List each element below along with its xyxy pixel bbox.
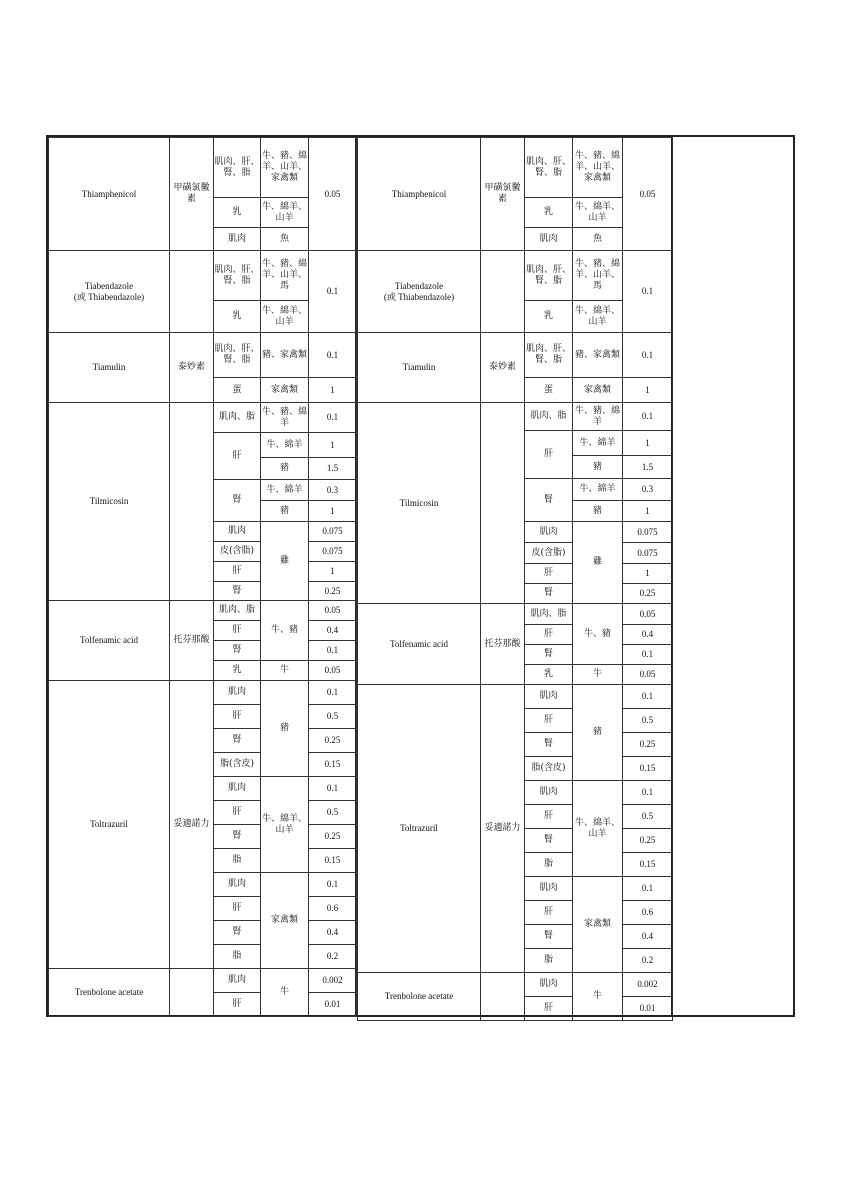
mrl-value: 1.5 [309, 458, 357, 480]
drug-name-cn: 泰妙素 [481, 333, 525, 403]
mrl-table-left [48, 137, 357, 1017]
mrl-value: 0.25 [623, 733, 673, 757]
tissue: 肌肉、脂 [525, 604, 573, 625]
tissue: 肝 [214, 993, 261, 1017]
mrl-value: 0.1 [623, 781, 673, 805]
mrl-value: 0.25 [309, 729, 357, 753]
species: 牛、綿羊、山羊 [261, 198, 309, 228]
species: 雞 [261, 522, 309, 601]
tissue: 皮(含脂) [214, 542, 261, 562]
tissue: 肝 [525, 564, 573, 584]
mrl-value: 0.05 [309, 138, 357, 251]
mrl-value: 0.3 [309, 480, 357, 501]
tissue: 脂 [525, 853, 573, 877]
mrl-value: 0.3 [623, 479, 673, 501]
mrl-value: 0.4 [309, 921, 357, 945]
species: 家禽類 [261, 378, 309, 403]
drug-name-en: Trenbolone acetate [49, 969, 170, 1017]
species: 豬、家禽類 [573, 333, 623, 378]
mrl-value: 0.5 [309, 705, 357, 729]
mrl-value: 1 [623, 431, 673, 456]
drug-name-en: Toltrazuril [358, 685, 481, 973]
species: 牛、綿羊、山羊 [573, 301, 623, 333]
mrl-value: 0.4 [623, 925, 673, 949]
drug-name-cn: 甲磺氯黴素 [170, 138, 214, 251]
drug-name-cn: 妥適諾力 [481, 685, 525, 973]
drug-name-en: Tilmicosin [49, 403, 170, 601]
tissue: 肝 [525, 709, 573, 733]
tissue: 肌肉、脂 [214, 601, 261, 621]
mrl-value: 0.25 [623, 829, 673, 853]
tissue: 腎 [214, 729, 261, 753]
drug-name-cn: 妥適諾力 [170, 681, 214, 969]
drug-name-en: Tolfenamic acid [358, 604, 481, 685]
species: 豬 [261, 458, 309, 480]
tissue: 肌肉 [214, 969, 261, 993]
species: 牛 [573, 973, 623, 1021]
tissue: 肝 [214, 433, 261, 480]
tissue: 乳 [214, 198, 261, 228]
tissue: 肌肉 [214, 522, 261, 542]
mrl-value: 0.1 [309, 333, 357, 378]
tissue: 肌肉 [214, 777, 261, 801]
mrl-value: 0.5 [623, 805, 673, 829]
tissue: 肌肉 [214, 228, 261, 251]
tissue: 腎 [214, 825, 261, 849]
tissue: 腎 [525, 925, 573, 949]
drug-name-en: Tiabendazole (或 Thiabendazole) [358, 251, 481, 333]
species: 魚 [573, 228, 623, 251]
species: 牛、豬、綿羊 [261, 403, 309, 433]
species: 牛 [573, 665, 623, 685]
species: 家禽類 [573, 378, 623, 403]
tissue: 腎 [214, 480, 261, 522]
drug-name-en: Trenbolone acetate [358, 973, 481, 1021]
mrl-value: 0.075 [623, 522, 673, 543]
tissue: 肌肉 [214, 873, 261, 897]
species: 家禽類 [261, 873, 309, 969]
drug-name-cn: 泰妙素 [170, 333, 214, 403]
mrl-value: 1 [309, 378, 357, 403]
mrl-value: 0.4 [623, 625, 673, 645]
species: 豬 [573, 456, 623, 479]
mrl-value: 0.2 [623, 949, 673, 973]
mrl-value: 0.01 [309, 993, 357, 1017]
species: 牛、豬、綿羊 [573, 403, 623, 431]
tissue: 肌肉 [214, 681, 261, 705]
tissue: 肝 [525, 901, 573, 925]
mrl-value: 0.1 [623, 685, 673, 709]
tissue: 腎 [525, 584, 573, 604]
species: 牛、豬 [573, 604, 623, 665]
drug-name-en: Tiamulin [49, 333, 170, 403]
tissue: 腎 [214, 641, 261, 661]
drug-name-en: Thiamphenicol [49, 138, 170, 251]
drug-name-cn-empty [170, 969, 214, 1017]
species: 牛、豬、綿羊、山羊、家禽類 [573, 138, 623, 198]
tissue: 腎 [214, 582, 261, 601]
tissue: 肌肉 [525, 522, 573, 543]
mrl-value: 0.25 [309, 582, 357, 601]
mrl-value: 0.075 [309, 522, 357, 542]
species: 牛、綿羊 [261, 433, 309, 458]
species: 牛、豬、綿羊、山羊、馬 [573, 251, 623, 301]
species: 豬、家禽類 [261, 333, 309, 378]
tissue: 肌肉 [525, 973, 573, 997]
species: 家禽類 [573, 877, 623, 973]
drug-name-cn: 托芬那酸 [481, 604, 525, 685]
species: 牛、綿羊、山羊 [573, 781, 623, 877]
mrl-value: 0.1 [309, 641, 357, 661]
tissue: 肌肉 [525, 877, 573, 901]
mrl-value: 0.05 [309, 601, 357, 621]
species: 牛、綿羊、山羊 [261, 777, 309, 873]
tissue: 肌肉、肝、腎、脂 [214, 333, 261, 378]
tissue: 腎 [525, 479, 573, 522]
species: 魚 [261, 228, 309, 251]
tissue: 乳 [525, 301, 573, 333]
tissue: 肝 [214, 705, 261, 729]
tissue: 肌肉、脂 [525, 403, 573, 431]
drug-name-en: Thiamphenicol [358, 138, 481, 251]
mrl-value: 0.2 [309, 945, 357, 969]
tissue: 肌肉、肝、腎、脂 [525, 138, 573, 198]
mrl-value: 0.15 [309, 753, 357, 777]
tissue: 肝 [525, 997, 573, 1021]
tissue: 肝 [525, 431, 573, 479]
tissue: 肌肉 [525, 781, 573, 805]
drug-name-cn-empty [170, 403, 214, 601]
tissue: 乳 [525, 665, 573, 685]
mrl-value: 0.1 [623, 251, 673, 333]
mrl-value: 0.1 [309, 251, 357, 333]
drug-name-cn: 托芬那酸 [170, 601, 214, 681]
tissue: 脂(含皮) [525, 757, 573, 781]
mrl-value: 1 [309, 562, 357, 582]
species: 牛、綿羊 [261, 480, 309, 501]
mrl-value: 1 [309, 433, 357, 458]
mrl-value: 0.6 [309, 897, 357, 921]
tissue: 肌肉、肝、腎、脂 [525, 333, 573, 378]
mrl-value: 0.25 [623, 584, 673, 604]
mrl-table-right [357, 137, 673, 1021]
tissue: 蛋 [214, 378, 261, 403]
tissue: 腎 [214, 921, 261, 945]
mrl-value: 0.01 [623, 997, 673, 1021]
tissue: 肝 [214, 801, 261, 825]
species: 牛、綿羊、山羊 [573, 198, 623, 228]
tissue: 肌肉、肝、腎、脂 [525, 251, 573, 301]
tissue: 肝 [525, 805, 573, 829]
species: 牛、豬、綿羊、山羊、馬 [261, 251, 309, 301]
mrl-value: 0.05 [623, 604, 673, 625]
mrl-value: 0.15 [623, 757, 673, 781]
tissue: 脂 [214, 849, 261, 873]
tissue: 腎 [525, 645, 573, 665]
tissue: 肌肉 [525, 685, 573, 709]
drug-name-cn-empty [170, 251, 214, 333]
species: 牛、綿羊 [573, 479, 623, 501]
drug-name-en: Tolfenamic acid [49, 601, 170, 681]
tissue: 肝 [525, 625, 573, 645]
tissue: 肌肉、肝、腎、脂 [214, 251, 261, 301]
mrl-value: 0.15 [309, 849, 357, 873]
tissue: 脂 [214, 945, 261, 969]
mrl-value: 0.1 [309, 873, 357, 897]
species: 牛、綿羊 [573, 431, 623, 456]
mrl-value: 0.05 [309, 661, 357, 681]
tissue: 乳 [214, 301, 261, 333]
tissue: 肌肉、肝、腎、脂 [214, 138, 261, 198]
species: 牛 [261, 661, 309, 681]
species: 豬 [573, 501, 623, 522]
mrl-value: 0.1 [623, 403, 673, 431]
tissue: 肌肉、脂 [214, 403, 261, 433]
tissue: 乳 [214, 661, 261, 681]
mrl-value: 0.1 [623, 877, 673, 901]
drug-name-cn-empty [481, 403, 525, 604]
tissue: 脂 [525, 949, 573, 973]
mrl-value: 0.1 [309, 403, 357, 433]
mrl-value: 0.25 [309, 825, 357, 849]
mrl-value: 1 [623, 564, 673, 584]
blank-column [673, 137, 793, 1015]
drug-name-cn-empty [481, 251, 525, 333]
mrl-value: 0.1 [623, 333, 673, 378]
tissue: 乳 [525, 198, 573, 228]
mrl-value: 0.1 [309, 777, 357, 801]
drug-name-en: Tiabendazole (或 Thiabendazole) [49, 251, 170, 333]
mrl-value: 0.5 [623, 709, 673, 733]
mrl-value: 0.05 [623, 138, 673, 251]
mrl-value: 0.075 [623, 543, 673, 564]
mrl-value: 0.4 [309, 621, 357, 641]
mrl-value: 0.002 [623, 973, 673, 997]
drug-name-cn: 甲磺氯黴素 [481, 138, 525, 251]
mrl-value: 0.075 [309, 542, 357, 562]
species: 牛 [261, 969, 309, 1017]
tissue: 腎 [525, 829, 573, 853]
mrl-value: 1 [623, 501, 673, 522]
drug-name-en: Tiamulin [358, 333, 481, 403]
tissue: 肌肉 [525, 228, 573, 251]
tissue: 肝 [214, 562, 261, 582]
mrl-value: 0.1 [623, 645, 673, 665]
drug-name-cn-empty [481, 973, 525, 1021]
mrl-value: 0.05 [623, 665, 673, 685]
species: 豬 [261, 681, 309, 777]
mrl-value: 0.002 [309, 969, 357, 993]
tissue: 肝 [214, 621, 261, 641]
tissue: 腎 [525, 733, 573, 757]
mrl-value: 0.5 [309, 801, 357, 825]
mrl-value: 1 [623, 378, 673, 403]
mrl-value: 1 [309, 501, 357, 522]
tissue: 肝 [214, 897, 261, 921]
tissue: 皮(含脂) [525, 543, 573, 564]
tissue: 蛋 [525, 378, 573, 403]
species: 牛、豬 [261, 601, 309, 661]
drug-name-en: Toltrazuril [49, 681, 170, 969]
tissue: 脂(含皮) [214, 753, 261, 777]
mrl-value: 1.5 [623, 456, 673, 479]
species: 牛、綿羊、山羊 [261, 301, 309, 333]
drug-name-en: Tilmicosin [358, 403, 481, 604]
species: 雞 [573, 522, 623, 604]
species: 豬 [261, 501, 309, 522]
mrl-value: 0.6 [623, 901, 673, 925]
species: 牛、豬、綿羊、山羊、家禽類 [261, 138, 309, 198]
mrl-value: 0.1 [309, 681, 357, 705]
species: 豬 [573, 685, 623, 781]
mrl-value: 0.15 [623, 853, 673, 877]
